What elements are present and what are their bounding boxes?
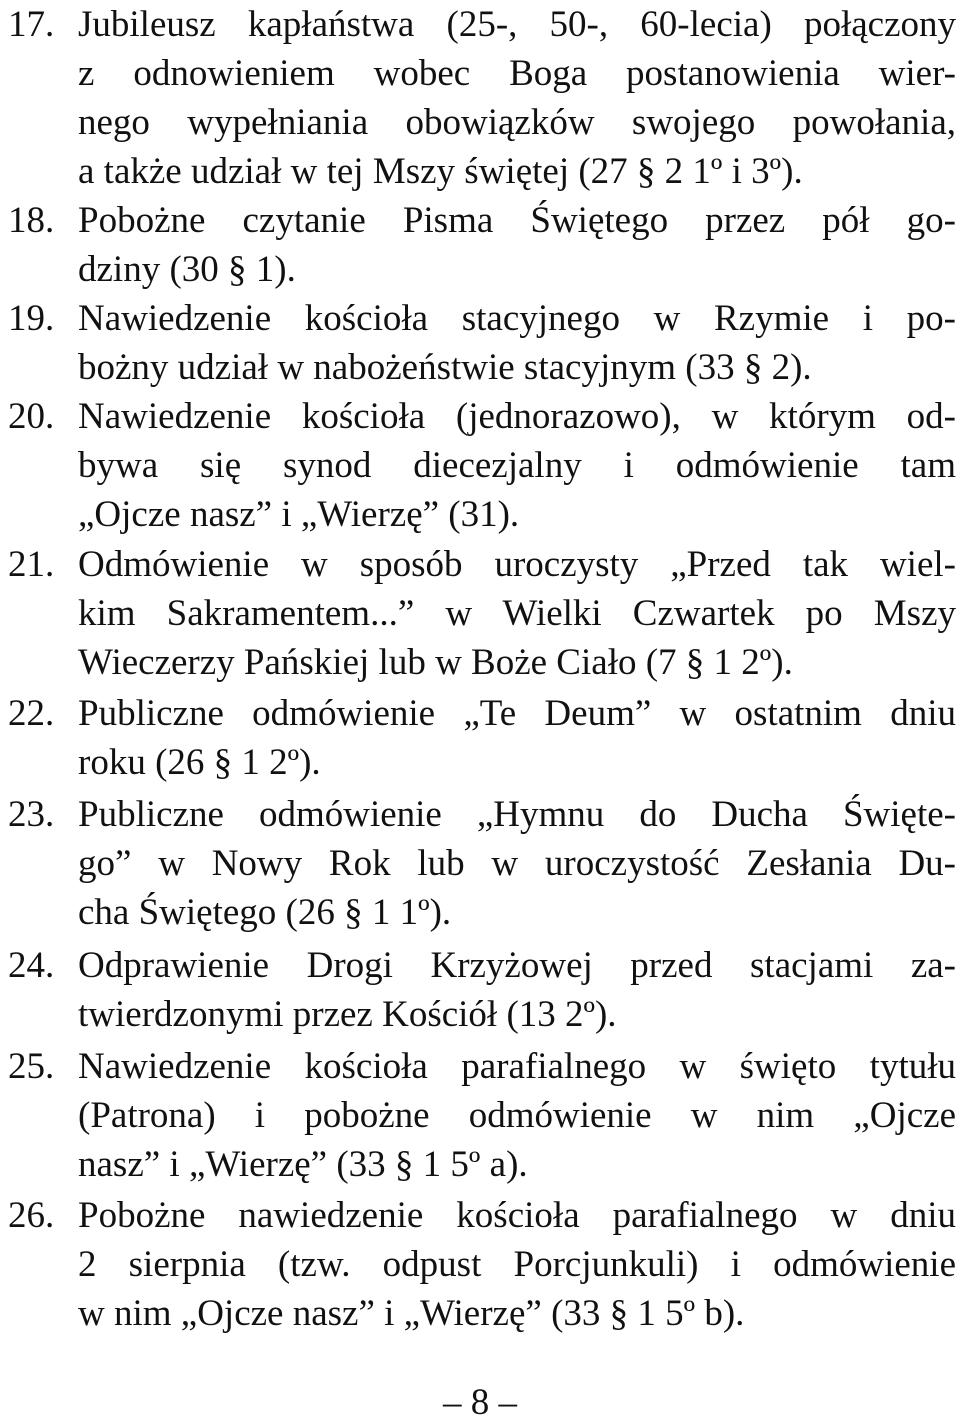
item-text-line: twierdzonymi przez Kościół (13 2º). bbox=[78, 994, 617, 1035]
item-text-line: kim Sakramentem...” w Wielki Czwartek po Mszy bbox=[78, 593, 956, 634]
page-number: – 8 – bbox=[443, 1382, 517, 1423]
item-text-line: Nawiedzenie kościoła parafialnego w święto tytułu bbox=[78, 1046, 956, 1087]
item-text-line: (Patrona) i pobożne odmówienie w nim „Ojcze bbox=[78, 1095, 956, 1136]
item-text-line: „Ojcze nasz” i „Wierzę” (31). bbox=[78, 494, 520, 535]
item-text-line: Publiczne odmówienie „Te Deum” w ostatnim dniu bbox=[78, 693, 956, 734]
item-text-line: bożny udział w nabożeństwie stacyjnym (33 § 2). bbox=[78, 347, 812, 388]
item-number: 19. bbox=[8, 298, 55, 339]
item-text-line: Pobożne nawiedzenie kościoła parafialnego w dniu bbox=[78, 1195, 956, 1236]
item-number: 21. bbox=[8, 544, 55, 585]
item-text-line: go” w Nowy Rok lub w uroczystość Zesłania Du- bbox=[78, 843, 956, 884]
item-number: 25. bbox=[8, 1046, 55, 1087]
item-text-line: Odprawienie Drogi Krzyżowej przed stacjami za- bbox=[78, 945, 956, 986]
item-number: 22. bbox=[8, 693, 55, 734]
item-text-line: nego wypełniania obowiązków swojego powołania, bbox=[78, 102, 956, 143]
item-number: 20. bbox=[8, 396, 55, 437]
item-number: 26. bbox=[8, 1195, 55, 1236]
item-text-line: a także udział w tej Mszy świętej (27 § 2 1º i 3º). bbox=[78, 151, 803, 192]
item-text-line: Nawiedzenie kościoła (jednorazowo), w którym od- bbox=[78, 396, 956, 437]
item-number: 17. bbox=[8, 4, 55, 45]
item-number: 23. bbox=[8, 794, 55, 835]
item-text-line: w nim „Ojcze nasz” i „Wierzę” (33 § 1 5º b). bbox=[78, 1293, 745, 1334]
item-text-line: Nawiedzenie kościoła stacyjnego w Rzymie i po- bbox=[78, 298, 956, 339]
item-text-line: roku (26 § 1 2º). bbox=[78, 742, 321, 783]
item-text-line: bywa się synod diecezjalny i odmówienie tam bbox=[78, 445, 956, 486]
item-text-line: Pobożne czytanie Pisma Świętego przez pół go- bbox=[78, 200, 956, 241]
item-number: 18. bbox=[8, 200, 55, 241]
item-text-line: cha Świętego (26 § 1 1º). bbox=[78, 892, 452, 933]
item-text-line: dziny (30 § 1). bbox=[78, 249, 296, 290]
item-text-line: Publiczne odmówienie „Hymnu do Ducha Święte- bbox=[78, 794, 956, 835]
item-text-line: Jubileusz kapłaństwa (25-, 50-, 60-lecia) połączony bbox=[78, 4, 956, 45]
item-text-line: z odnowieniem wobec Boga postanowienia wier- bbox=[78, 53, 956, 94]
item-text-line: Odmówienie w sposób uroczysty „Przed tak wiel- bbox=[78, 544, 956, 585]
item-text-line: 2 sierpnia (tzw. odpust Porcjunkuli) i odmówienie bbox=[78, 1244, 956, 1285]
item-text-line: nasz” i „Wierzę” (33 § 1 5º a). bbox=[78, 1144, 528, 1185]
item-text-line: Wieczerzy Pańskiej lub w Boże Ciało (7 § 1 2º). bbox=[78, 642, 793, 683]
item-number: 24. bbox=[8, 945, 55, 986]
